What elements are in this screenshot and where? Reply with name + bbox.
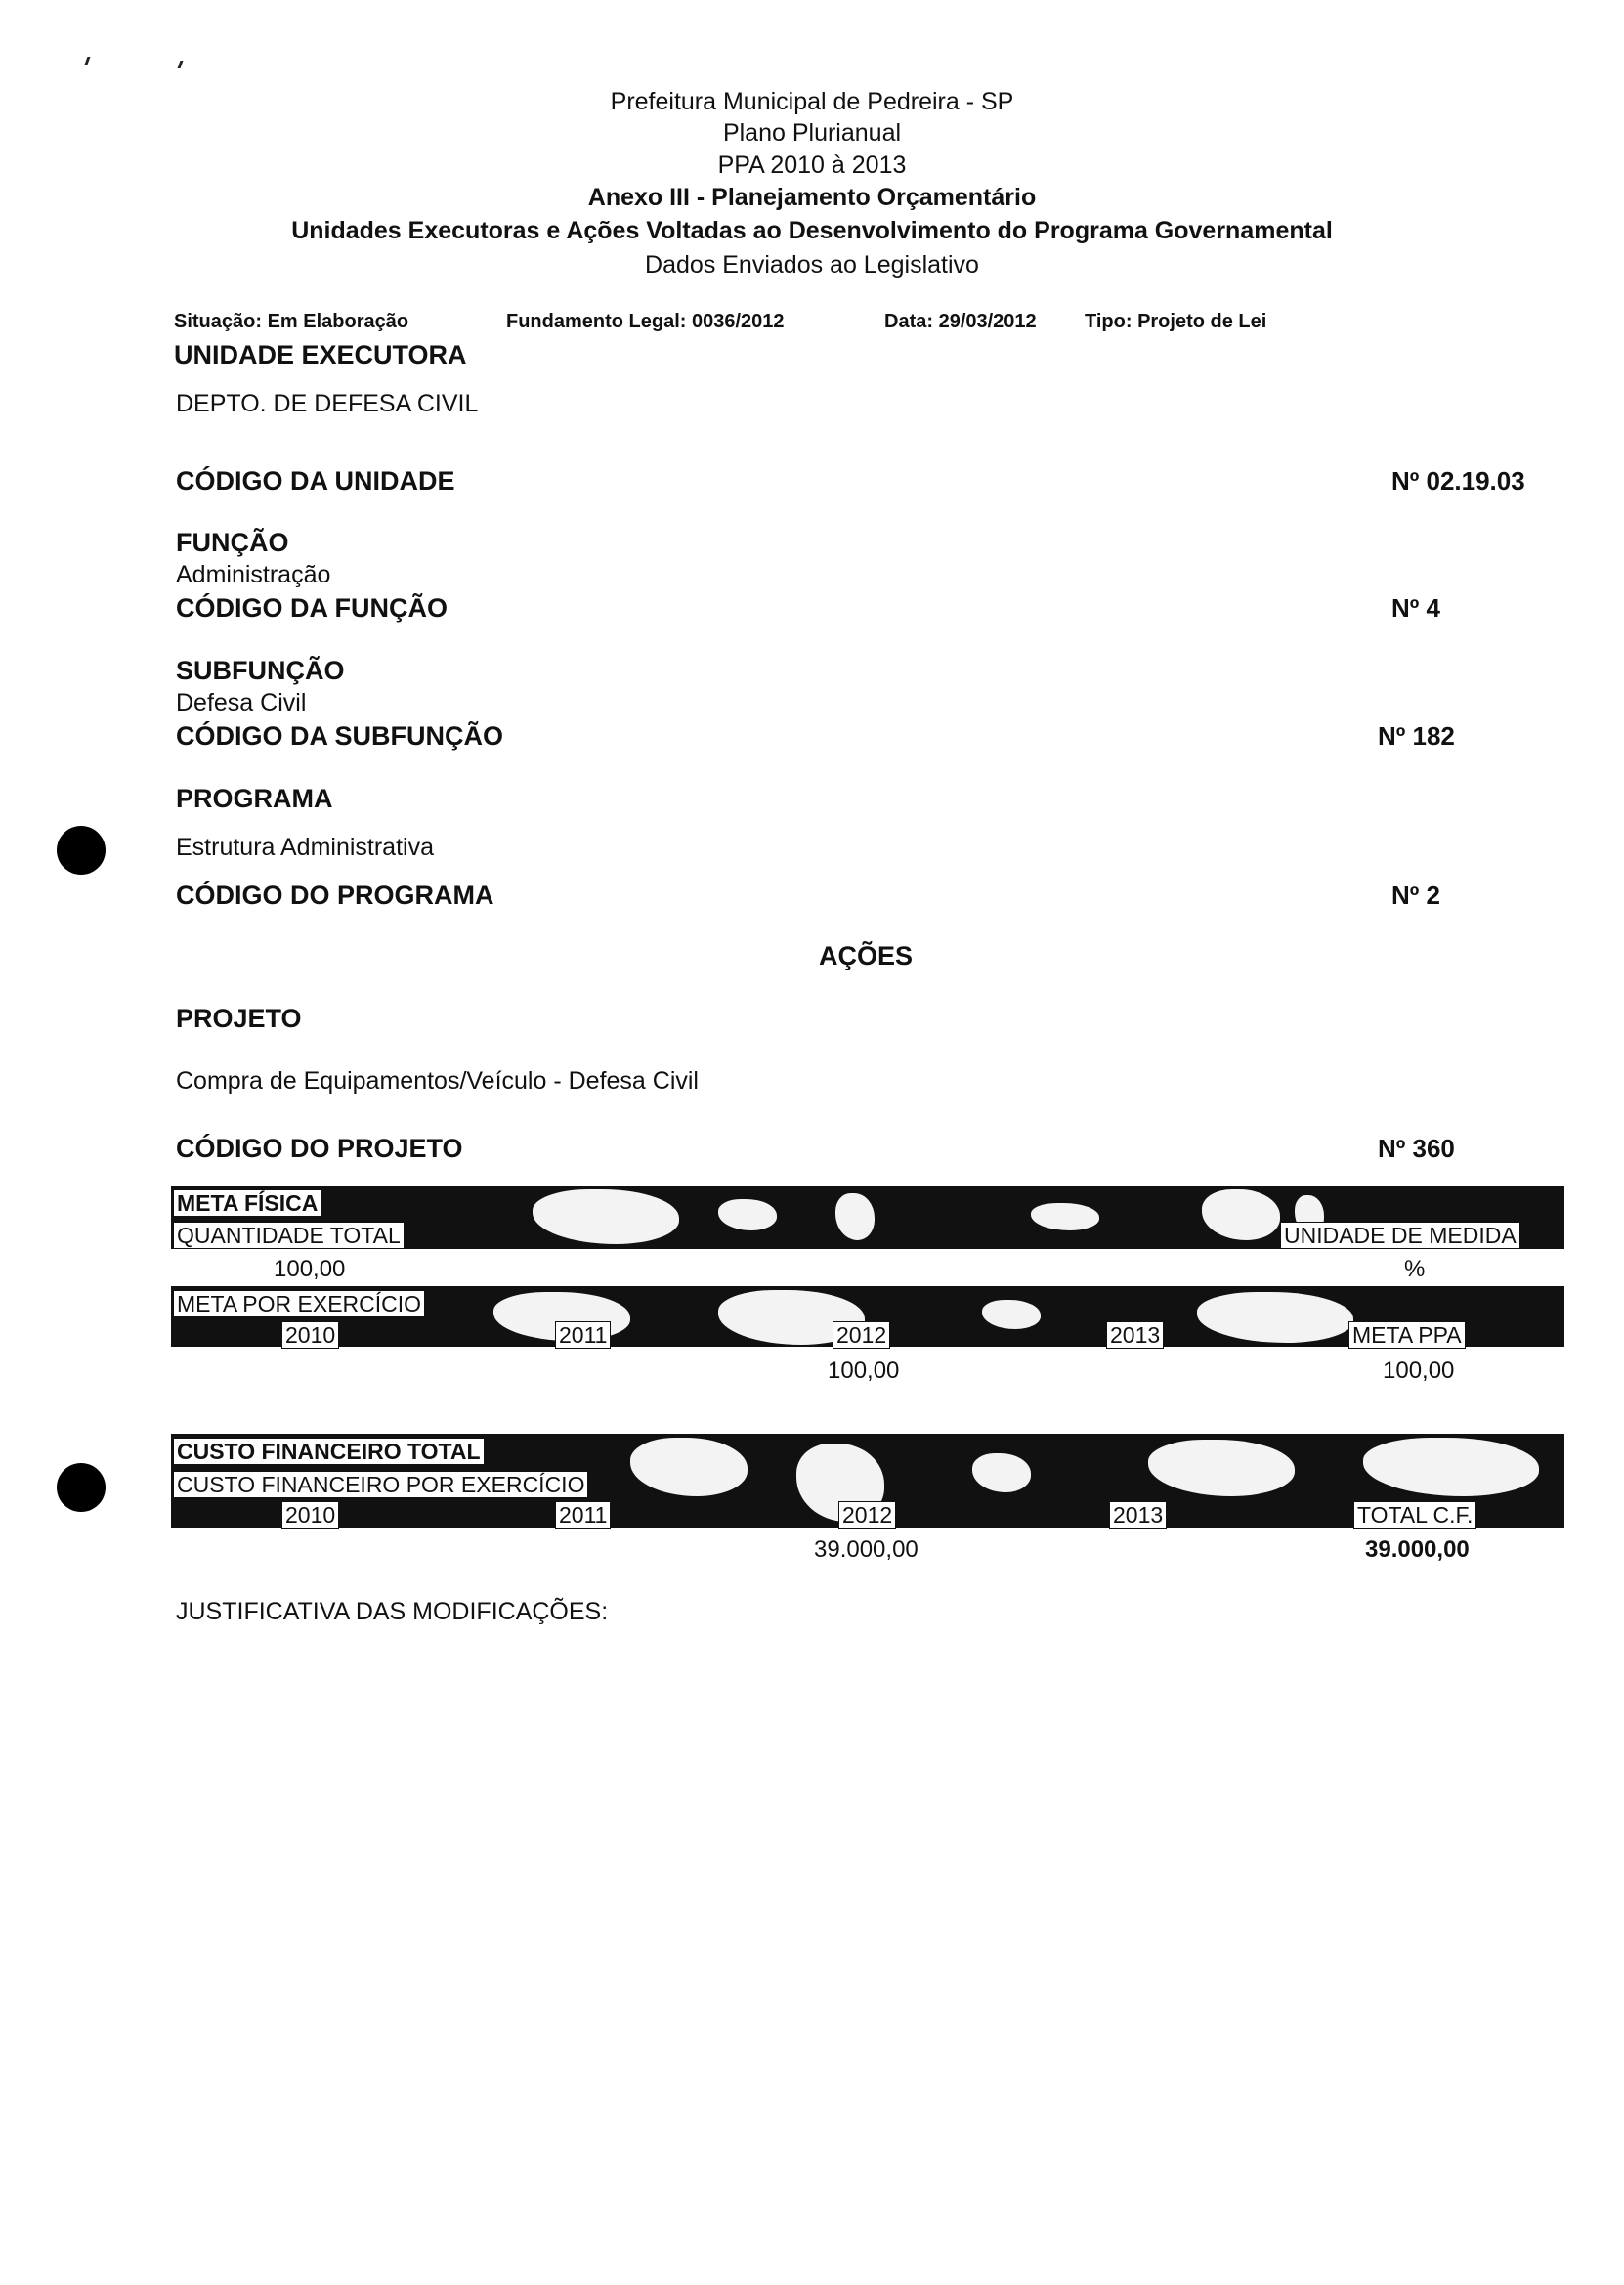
codigo-projeto-label: CÓDIGO DO PROJETO <box>176 1134 463 1163</box>
meta-year-2010: 2010 <box>281 1321 339 1349</box>
data: Data: 29/03/2012 <box>884 311 1037 332</box>
meta-year-2011: 2011 <box>555 1321 611 1349</box>
subfuncao-label: SUBFUNÇÃO <box>176 656 345 685</box>
header-line-3: PPA 2010 à 2013 <box>717 151 907 179</box>
meta-ppa-value: 100,00 <box>1383 1358 1455 1384</box>
meta-2012-value: 100,00 <box>828 1358 900 1384</box>
custo-year-2011: 2011 <box>555 1501 611 1529</box>
header-subtitle: Unidades Executoras e Ações Voltadas ao Desenvolvimento do Programa Governamental <box>291 217 1333 244</box>
justificativa-label: JUSTIFICATIVA DAS MODIFICAÇÕES: <box>176 1598 609 1625</box>
codigo-programa-label: CÓDIGO DO PROGRAMA <box>176 881 494 910</box>
custo-por-exercicio-label: CUSTO FINANCEIRO POR EXERCÍCIO <box>173 1471 588 1498</box>
situacao: Situação: Em Elaboração <box>174 311 409 332</box>
funcao-label: FUNÇÃO <box>176 528 289 557</box>
header-annex-title: Anexo III - Planejamento Orçamentário <box>587 184 1037 211</box>
meta-ppa-label: META PPA <box>1348 1321 1466 1349</box>
unidade-executora-value: DEPTO. DE DEFESA CIVIL <box>176 390 479 417</box>
quantidade-total-label: QUANTIDADE TOTAL <box>173 1222 405 1249</box>
tipo: Tipo: Projeto de Lei <box>1085 311 1267 332</box>
codigo-subfuncao-label: CÓDIGO DA SUBFUNÇÃO <box>176 721 503 751</box>
custo-year-2013: 2013 <box>1109 1501 1167 1529</box>
codigo-unidade-value: Nº 02.19.03 <box>1391 466 1525 496</box>
punch-hole <box>57 826 106 875</box>
header-line-2: Plano Plurianual <box>722 119 902 147</box>
unidade-medida-value: % <box>1404 1256 1426 1282</box>
acoes-title: AÇÕES <box>819 941 914 970</box>
unidade-medida-label: UNIDADE DE MEDIDA <box>1280 1222 1520 1249</box>
meta-por-exercicio-label: META POR EXERCÍCIO <box>173 1290 425 1317</box>
projeto-value: Compra de Equipamentos/Veículo - Defesa Civil <box>176 1067 699 1095</box>
meta-year-2013: 2013 <box>1106 1321 1164 1349</box>
header-line-1: Prefeitura Municipal de Pedreira - SP <box>610 88 1014 115</box>
custo-year-2012: 2012 <box>838 1501 896 1529</box>
projeto-label: PROJETO <box>176 1004 302 1033</box>
punch-hole <box>57 1463 106 1512</box>
subfuncao-value: Defesa Civil <box>176 689 307 716</box>
codigo-programa-value: Nº 2 <box>1391 881 1440 910</box>
custo-year-2010: 2010 <box>281 1501 339 1529</box>
header-line-6: Dados Enviados ao Legislativo <box>645 251 979 279</box>
scan-mark <box>178 61 184 68</box>
funcao-value: Administração <box>176 561 331 588</box>
meta-fisica-title: META FÍSICA <box>173 1189 321 1217</box>
codigo-funcao-label: CÓDIGO DA FUNÇÃO <box>176 593 448 623</box>
custo-2012-value: 39.000,00 <box>814 1536 919 1563</box>
meta-year-2012: 2012 <box>833 1321 890 1349</box>
codigo-subfuncao-value: Nº 182 <box>1378 721 1455 751</box>
custo-financeiro-total-title: CUSTO FINANCEIRO TOTAL <box>173 1438 485 1465</box>
quantidade-total-value: 100,00 <box>274 1256 346 1282</box>
total-cf-value: 39.000,00 <box>1365 1536 1470 1563</box>
unidade-executora-label: UNIDADE EXECUTORA <box>174 340 467 369</box>
codigo-unidade-label: CÓDIGO DA UNIDADE <box>176 466 455 496</box>
scan-mark <box>85 57 91 65</box>
programa-label: PROGRAMA <box>176 784 333 813</box>
total-cf-label: TOTAL C.F. <box>1353 1501 1476 1529</box>
programa-value: Estrutura Administrativa <box>176 834 434 861</box>
codigo-projeto-value: Nº 360 <box>1378 1134 1455 1163</box>
fundamento-legal: Fundamento Legal: 0036/2012 <box>506 311 785 332</box>
codigo-funcao-value: Nº 4 <box>1391 593 1440 623</box>
